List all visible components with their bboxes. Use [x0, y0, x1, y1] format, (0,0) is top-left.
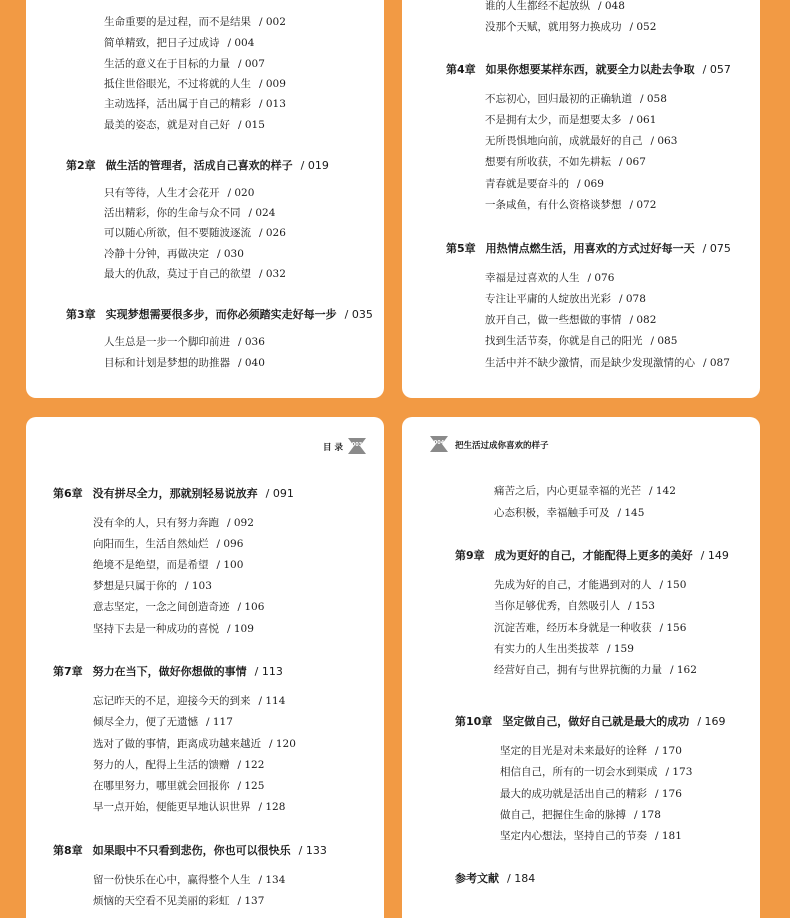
toc-page-top-left — [26, 0, 384, 398]
toc-entry: 有实力的人生出类拔萃 / 159 — [494, 643, 634, 655]
toc-entry: 活出精彩，你的生命与众不同 / 024 — [104, 207, 276, 219]
page-number-hourglass-icon — [348, 438, 366, 454]
page-number: 003 — [351, 442, 363, 448]
references-heading: 参考文献 / 184 — [455, 872, 536, 885]
toc-entry: 不是拥有太少，而是想要太多 / 061 — [485, 114, 657, 126]
toc-entry: 最大的仇敌，莫过于自己的欲望 / 032 — [104, 268, 286, 280]
chapter-heading: 第5章 用热情点燃生活，用喜欢的方式过好每一天 / 075 — [446, 242, 731, 255]
toc-entry: 简单精致，把日子过成诗 / 004 — [104, 37, 255, 49]
toc-entry: 相信自己，所有的一切会水到渠成 / 173 — [500, 766, 693, 778]
toc-entry: 主动选择，活出属于自己的精彩 / 013 — [104, 98, 286, 110]
toc-entry: 最大的成功就是活出自己的精彩 / 176 — [500, 788, 682, 800]
toc-entry: 绝境不是绝望，而是希望 / 100 — [93, 559, 244, 571]
chapter-heading: 第7章 努力在当下，做好你想做的事情 / 113 — [53, 665, 283, 678]
toc-entry: 幸福是过喜欢的人生 / 076 — [485, 272, 615, 284]
toc-entry: 在哪里努力，哪里就会回报你 / 125 — [93, 780, 265, 792]
toc-entry: 目标和计划是梦想的助推器 / 040 — [104, 357, 265, 369]
toc-entry: 烦恼的天空看不见美丽的彩虹 / 137 — [93, 895, 265, 907]
chapter-heading: 第8章 如果眼中不只看到悲伤，你也可以很快乐 / 133 — [53, 844, 327, 857]
toc-entry: 选对了做的事情，距离成功越来越近 / 120 — [93, 738, 296, 750]
toc-entry: 不忘初心，回归最初的正确轨道 / 058 — [485, 93, 667, 105]
toc-entry: 忘记昨天的不足，迎接今天的到来 / 114 — [93, 695, 286, 707]
toc-entry: 生活的意义在于目标的力量 / 007 — [104, 58, 265, 70]
toc-entry: 做自己，把握住生命的脉搏 / 178 — [500, 809, 661, 821]
toc-entry: 放开自己，做一些想做的事情 / 082 — [485, 314, 657, 326]
toc-entry: 无所畏惧地向前，成就最好的自己 / 063 — [485, 135, 678, 147]
toc-entry: 青春就是要奋斗的 / 069 — [485, 178, 604, 190]
toc-entry: 留一份快乐在心中，赢得整个人生 / 134 — [93, 874, 286, 886]
running-header: 目 录 — [323, 443, 343, 453]
chapter-heading: 第9章 成为更好的自己，才能配得上更多的美好 / 149 — [455, 549, 729, 562]
toc-entry: 生命重要的是过程，而不是结果 / 002 — [104, 16, 286, 28]
toc-entry: 心态积极，幸福触手可及 / 145 — [494, 507, 645, 519]
toc-entry: 没有伞的人，只有努力奔跑 / 092 — [93, 517, 254, 529]
toc-entry: 没那个天赋，就用努力换成功 / 052 — [485, 21, 657, 33]
toc-entry: 痛苦之后，内心更显幸福的光芒 / 142 — [494, 485, 676, 497]
toc-entry: 向阳而生，生活自然灿烂 / 096 — [93, 538, 244, 550]
chapter-heading: 第10章 坚定做自己，做好自己就是最大的成功 / 169 — [455, 715, 726, 728]
toc-entry: 倾尽全力，便了无遗憾 / 117 — [93, 716, 233, 728]
toc-entry: 坚持下去是一种成功的喜悦 / 109 — [93, 623, 254, 635]
toc-entry: 沉淀苦难，经历本身就是一种收获 / 156 — [494, 622, 687, 634]
toc-entry: 冷静十分钟，再做决定 / 030 — [104, 248, 244, 260]
toc-entry: 只有等待，人生才会花开 / 020 — [104, 187, 255, 199]
page-number-hourglass-icon — [430, 436, 448, 452]
chapter-heading: 第2章 做生活的管理者，活成自己喜欢的样子 / 019 — [66, 159, 329, 172]
toc-entry: 坚定内心想法，坚持自己的节奏 / 181 — [500, 830, 682, 842]
toc-entry: 努力的人，配得上生活的馈赠 / 122 — [93, 759, 265, 771]
toc-entry: 经营好自己，拥有与世界抗衡的力量 / 162 — [494, 664, 697, 676]
toc-entry: 抵住世俗眼光，不过将就的人生 / 009 — [104, 78, 286, 90]
toc-entry: 梦想是只属于你的 / 103 — [93, 580, 212, 592]
running-header: 把生活过成你喜欢的样子 — [455, 441, 549, 451]
toc-entry: 一条咸鱼，有什么资格谈梦想 / 072 — [485, 199, 657, 211]
toc-entry: 专注让平庸的人绽放出光彩 / 078 — [485, 293, 646, 305]
chapter-heading: 第6章 没有拼尽全力，那就别轻易说放弃 / 091 — [53, 487, 294, 500]
toc-entry: 意志坚定，一念之间创造奇迹 / 106 — [93, 601, 265, 613]
toc-entry: 可以随心所欲，但不要随波逐流 / 026 — [104, 227, 286, 239]
toc-page-bottom-right — [402, 417, 760, 918]
chapter-heading: 第4章 如果你想要某样东西，就要全力以赴去争取 / 057 — [446, 63, 731, 76]
toc-entry: 先成为好的自己，才能遇到对的人 / 150 — [494, 579, 687, 591]
toc-entry: 早一点开始，便能更早地认识世界 / 128 — [93, 801, 286, 813]
toc-entry: 人生总是一步一个脚印前进 / 036 — [104, 336, 265, 348]
page-number: 004 — [433, 440, 445, 446]
toc-entry: 想要有所收获，不如先耕耘 / 067 — [485, 156, 646, 168]
toc-entry: 谁的人生都经不起放纵 / 048 — [485, 0, 625, 12]
chapter-heading: 第3章 实现梦想需要很多步，而你必须踏实走好每一步 / 035 — [66, 308, 373, 321]
toc-entry: 当你足够优秀，自然吸引人 / 153 — [494, 600, 655, 612]
toc-page-bottom-left — [26, 417, 384, 918]
toc-entry: 坚定的目光是对未来最好的诠释 / 170 — [500, 745, 682, 757]
toc-entry: 生活中并不缺少激情，而是缺少发现激情的心 / 087 — [485, 357, 730, 369]
toc-entry: 找到生活节奏，你就是自己的阳光 / 085 — [485, 335, 678, 347]
toc-entry: 最美的姿态，就是对自己好 / 015 — [104, 119, 265, 131]
toc-page-top-right — [402, 0, 760, 398]
